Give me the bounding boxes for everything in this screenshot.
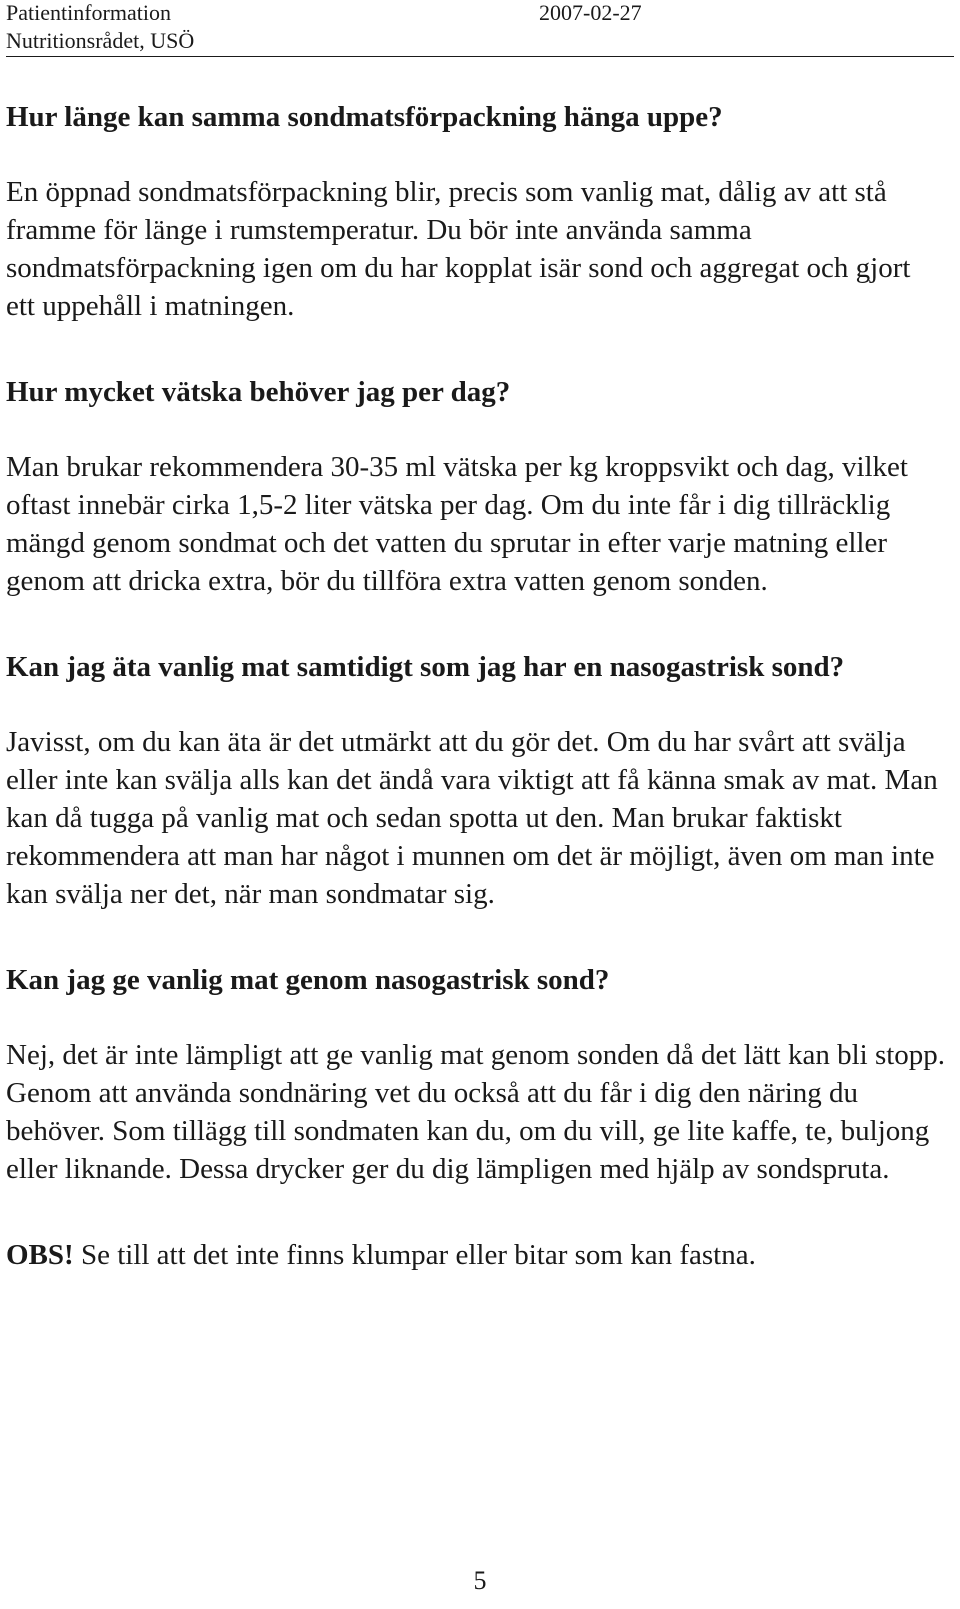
obs-text: Se till att det inte finns klumpar eller bitar som kan fastna. — [73, 1239, 756, 1271]
section-heading-1: Hur länge kan samma sondmatsförpackning hänga uppe? — [6, 101, 723, 133]
page-header — [6, 0, 954, 57]
section-body-3: Javisst, om du kan äta är det utmärkt att du gör det. Om du har svårt att svälja eller inte kan svälja alls kan det ändå vara viktigt att få känna smak av mat. Man kan då tugga på vanlig mat och sedan spotta ut den. Man brukar faktiskt rekommendera att man har något i munnen om det är möjligt, även om man inte kan svälja ner det, när man sondmatar sig. — [6, 726, 938, 910]
section-heading-2: Hur mycket vätska behöver jag per dag? — [6, 376, 511, 408]
section-heading-3: Kan jag äta vanlig mat samtidigt som jag har en nasogastrisk sond? — [6, 651, 845, 683]
header-title: Patientinformation — [6, 0, 171, 25]
document-body — [6, 98, 946, 1274]
header-date: 2007-02-27 — [539, 0, 642, 25]
section-body-4: Nej, det är inte lämpligt att ge vanlig mat genom sonden då det lätt kan bli stopp. Genom att använda sondnäring vet du också att du får i dig den näring du behöver. Som tillägg till sondmaten kan du, om du vill, ge lite kaffe, te, buljong eller liknande. Dessa drycker ger du dig lämpligen med hjälp av sondspruta. — [6, 1039, 946, 1185]
obs-note — [6, 1236, 946, 1274]
obs-label: OBS! — [6, 1239, 74, 1271]
section-body-2: Man brukar rekommendera 30-35 ml vätska per kg kroppsvikt och dag, vilket oftast innebär cirka 1,5-2 liter vätska per dag. Om du inte får i dig tillräcklig mängd genom sondmat och det vatten du sprutar in efter varje matning eller genom att dricka extra, bör du tillföra extra vatten genom sonden. — [6, 451, 908, 597]
section-heading-4: Kan jag ge vanlig mat genom nasogastrisk sond? — [6, 964, 610, 996]
section-body-1: En öppnad sondmatsförpackning blir, precis som vanlig mat, dålig av att stå framme för länge i rumstemperatur. Du bör inte använda samma sondmatsförpackning igen om du har kopplat isär sond och aggregat och gjort ett uppehåll i matningen. — [6, 176, 911, 322]
header-organization: Nutritionsrådet, USÖ — [6, 28, 195, 53]
page-number: 5 — [473, 1566, 487, 1595]
header-left — [6, 0, 194, 55]
